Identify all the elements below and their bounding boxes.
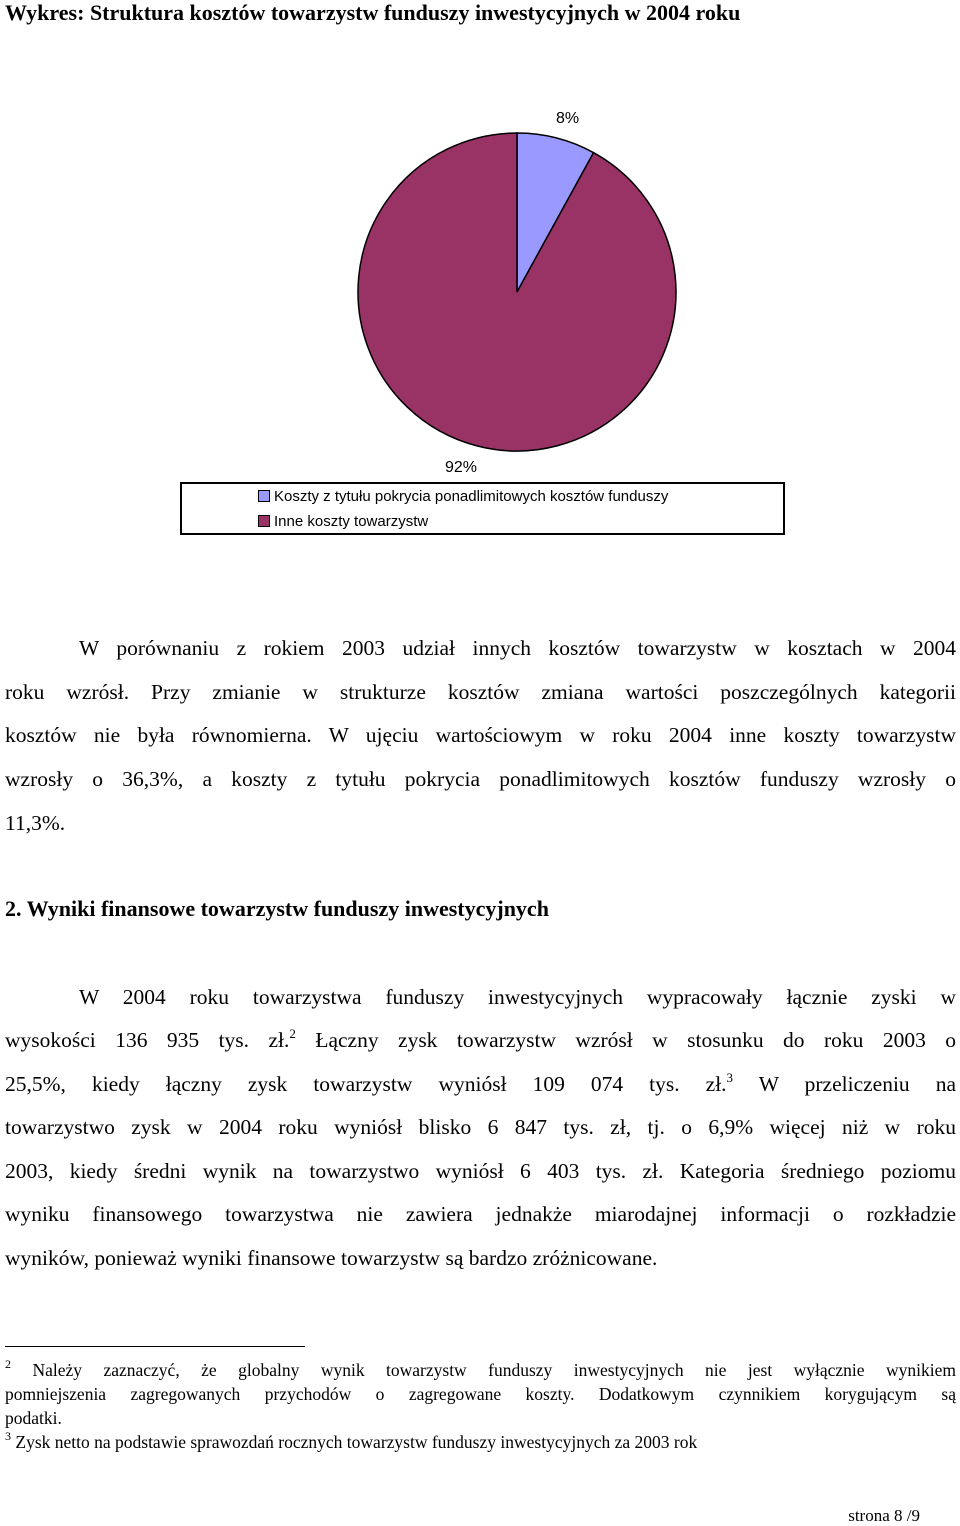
legend-swatch-1: [258, 515, 270, 527]
paragraph1-line-3: kosztów nie była równomierna. W ujęciu wartościowym w roku 2004 inne koszty towarzystw: [5, 723, 956, 747]
legend-label-0: Koszty z tytułu pokrycia ponadlimitowych kosztów funduszy: [274, 488, 669, 505]
legend-label-1: Inne koszty towarzystw: [274, 513, 429, 530]
footnote-2-line-2: pomniejszenia zagregowanych przychodów o zagregowane koszty. Dodatkowym czynnikiem korygującym są: [5, 1384, 956, 1404]
page-number: strona 8 /9: [848, 1506, 920, 1525]
footnote-3-text: Zysk netto na podstawie sprawozdań rocznych towarzystw funduszy inwestycyjnych za 2003 rok: [11, 1432, 698, 1452]
paragraph1-line-4: wzrosły o 36,3%, a koszty z tytułu pokrycia ponadlimitowych kosztów funduszy wzrosły o: [5, 767, 956, 791]
footnote-ref-2[interactable]: 2: [289, 1026, 296, 1041]
pie-label-1: 92%: [445, 459, 478, 476]
footnote-number-2: 2: [5, 1357, 11, 1371]
paragraph2-line-3b: W przeliczeniu na: [733, 1072, 956, 1096]
paragraph2-line-6: wyniku finansowego towarzystwa nie zawiera jednakże miarodajnej informacji o rozkładzie: [5, 1202, 956, 1226]
section-heading: 2. Wyniki finansowe towarzystw funduszy inwestycyjnych: [5, 896, 549, 921]
pie-slice-1: [358, 133, 676, 451]
paragraph2-line-2: [5, 1027, 956, 1053]
paragraph2-line-4: towarzystwo zysk w 2004 roku wyniósł blisko 6 847 tys. zł, tj. o 6,9% więcej niż w roku: [5, 1115, 956, 1139]
pie-chart: [0, 0, 960, 480]
footnote-2-line-1: [5, 1359, 956, 1381]
footnote-separator: [5, 1346, 305, 1347]
paragraph2-line-2a: wysokości 136 935 tys. zł.: [5, 1028, 290, 1052]
paragraph1-line-2: roku wzrósł. Przy zmianie w strukturze kosztów zmiana wartości poszczególnych kategorii: [5, 680, 956, 704]
paragraph2-line-3: [5, 1071, 956, 1097]
legend-item-1: [258, 513, 428, 531]
legend-swatch-0: [258, 490, 270, 502]
paragraph1-line-5: 11,3%.: [5, 811, 66, 835]
chart-title: Wykres: Struktura kosztów towarzystw funduszy inwestycyjnych w 2004 roku: [5, 0, 741, 25]
footnote-3-line: [5, 1431, 956, 1453]
paragraph1-line-1: W porównaniu z rokiem 2003 udział innych kosztów towarzystw w kosztach w 2004: [79, 636, 956, 660]
footnote-2-text-1: Należy zaznaczyć, że globalny wynik towarzystw funduszy inwestycyjnych nie jest wyłącznie wynikiem: [11, 1360, 956, 1380]
paragraph2-line-1: W 2004 roku towarzystwa funduszy inwestycyjnych wypracowały łącznie zyski w: [79, 985, 956, 1009]
footnote-number-3: 3: [5, 1429, 11, 1443]
legend-item-0: [258, 488, 668, 506]
paragraph2-line-7: wyników, ponieważ wyniki finansowe towarzystw są bardzo zróżnicowane.: [5, 1246, 658, 1270]
footnote-2-line-3: podatki.: [5, 1408, 62, 1428]
paragraph2-line-2b: Łączny zysk towarzystw wzrósł w stosunku do roku 2003 o: [295, 1028, 957, 1052]
chart-legend: [180, 482, 785, 535]
paragraph2-line-5: 2003, kiedy średni wynik na towarzystwo wyniósł 6 403 tys. zł. Kategoria średniego poziomu: [5, 1159, 956, 1183]
paragraph2-line-3a: 25,5%, kiedy łączny zysk towarzystw wyniósł 109 074 tys. zł.: [5, 1072, 727, 1096]
footnote-ref-3[interactable]: 3: [726, 1070, 734, 1085]
pie-label-0: 8%: [556, 110, 580, 127]
